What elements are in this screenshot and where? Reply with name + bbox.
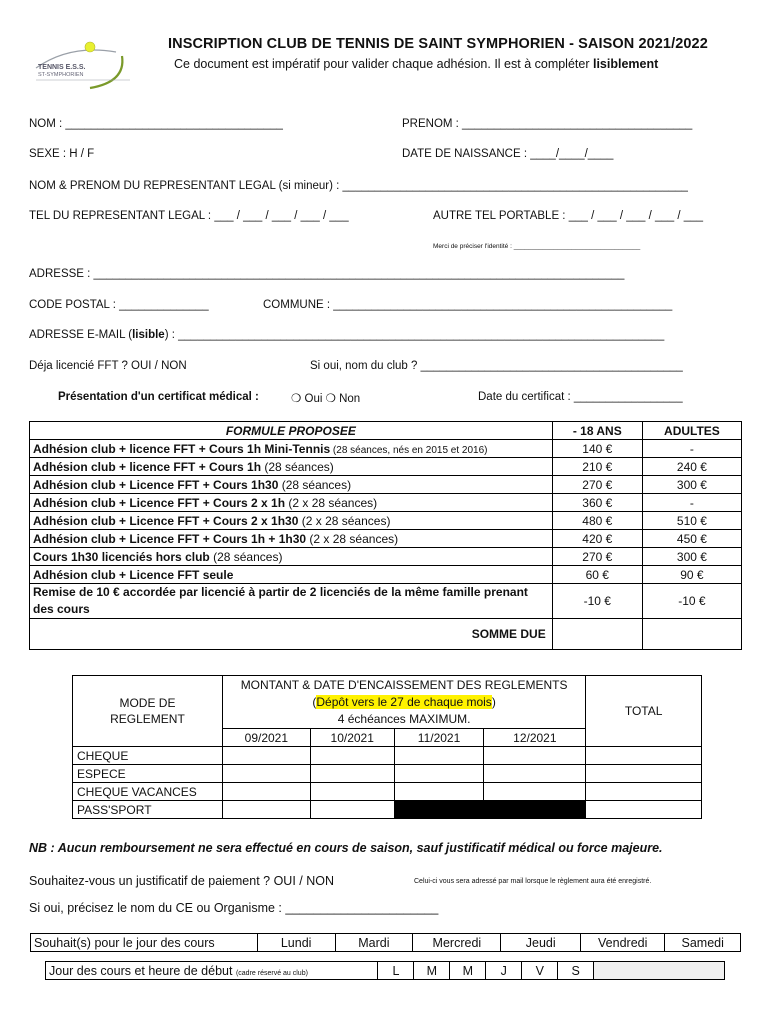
price-adult: 510 € <box>642 512 741 530</box>
schedule-reserved-cell <box>594 962 725 980</box>
montant-line2: 4 échéances MAXIMUM. <box>337 711 471 726</box>
formula-row <box>30 566 742 584</box>
remise-label: Remise de 10 € accordée par licencié à partir de 2 licenciés de la même famille prenant des cours <box>30 584 553 619</box>
schedule-day[interactable]: L <box>378 962 414 980</box>
payment-cell <box>394 801 484 819</box>
licencie-field[interactable]: Déja licencié FFT ? OUI / NON <box>29 360 187 372</box>
email-label-bold: lisible <box>132 329 165 341</box>
montant-highlight: Dépôt vers le 27 de chaque mois <box>316 694 492 709</box>
montant-close: ) <box>491 694 496 709</box>
formula-row <box>30 548 742 566</box>
justificatif-note: Celui-ci vous sera adressé par mail lorsque le règlement aura été enregistré. <box>414 878 652 885</box>
price-adult: 90 € <box>642 566 741 584</box>
schedule-table <box>45 961 725 980</box>
formula-label-detail: (28 séances) <box>261 459 334 474</box>
formula-row <box>30 512 742 530</box>
price-minus18: 60 € <box>552 566 642 584</box>
somme-due-adult[interactable] <box>642 619 741 650</box>
formula-label-bold: Adhésion club + licence FFT + Cours 1h Mini-Tennis <box>33 441 331 456</box>
month-header: 12/2021 <box>484 729 586 747</box>
days-row <box>31 934 741 952</box>
payment-cell[interactable] <box>484 783 586 801</box>
formula-header-row <box>30 422 742 440</box>
payment-cell[interactable] <box>484 747 586 765</box>
month-header: 11/2021 <box>394 729 484 747</box>
payment-table <box>72 675 702 819</box>
montant-header <box>222 676 585 729</box>
price-minus18: 360 € <box>552 494 642 512</box>
formula-label <box>30 512 553 530</box>
price-minus18: 480 € <box>552 512 642 530</box>
price-adult: 300 € <box>642 476 741 494</box>
formula-label <box>30 440 553 458</box>
schedule-note: (cadre réservé au club) <box>235 969 308 977</box>
formula-label-detail: (2 x 28 séances) <box>285 495 378 510</box>
somme-due-minus18[interactable] <box>552 619 642 650</box>
day-option[interactable]: Jeudi <box>501 934 581 952</box>
payment-cell[interactable] <box>310 783 394 801</box>
price-minus18: 270 € <box>552 476 642 494</box>
adults-header: ADULTES <box>642 422 741 440</box>
subtitle-bold: lisiblement <box>592 57 659 71</box>
payment-mode: PASS'SPORT <box>73 801 223 819</box>
remise-minus18: -10 € <box>552 584 642 619</box>
autre-tel-field[interactable]: AUTRE TEL PORTABLE : ___ / ___ / ___ / ___ / ___ <box>433 210 703 222</box>
payment-cell[interactable] <box>310 765 394 783</box>
formula-row <box>30 440 742 458</box>
payment-mode: ESPECE <box>73 765 223 783</box>
email-line: ) : ____________________________________________________________________________ <box>164 329 665 341</box>
payment-cell <box>484 801 586 819</box>
price-adult: - <box>642 494 741 512</box>
minus18-header: - 18 ANS <box>552 422 642 440</box>
payment-cell[interactable] <box>394 765 484 783</box>
payment-row <box>73 747 702 765</box>
prenom-field[interactable]: PRENOM : ____________________________________ <box>402 118 693 130</box>
formula-label-detail: (2 x 28 séances) <box>306 531 399 546</box>
formula-label <box>30 458 553 476</box>
identite-field[interactable]: Merci de préciser l'identité : ___________________________________ <box>433 243 641 250</box>
nom-field[interactable]: NOM : __________________________________ <box>29 118 283 130</box>
commune-field[interactable]: COMMUNE : _____________________________________________________ <box>263 299 673 311</box>
payment-mode: CHEQUE <box>73 747 223 765</box>
logo-text-1: TENNIS E.S.S. <box>38 64 86 71</box>
payment-row <box>73 765 702 783</box>
remise-row <box>30 584 742 619</box>
day-option[interactable]: Samedi <box>665 934 741 952</box>
price-minus18: 420 € <box>552 530 642 548</box>
formula-label-detail: (28 séances) <box>278 477 352 492</box>
schedule-row <box>46 962 725 980</box>
price-adult: 450 € <box>642 530 741 548</box>
mode-header: MODE DE REGLEMENT <box>73 676 223 747</box>
schedule-day[interactable]: S <box>558 962 594 980</box>
page-title: INSCRIPTION CLUB DE TENNIS DE SAINT SYMPHORIEN - SAISON 2021/2022 <box>168 36 708 52</box>
formula-label-bold: Adhésion club + Licence FFT + Cours 2 x 1h30 <box>33 513 299 528</box>
formula-label <box>30 476 553 494</box>
logo-text-2: ST-SYMPHORIEN <box>38 72 84 78</box>
schedule-day[interactable]: V <box>522 962 558 980</box>
formula-row <box>30 494 742 512</box>
price-adult: 240 € <box>642 458 741 476</box>
schedule-label <box>46 962 378 980</box>
payment-cell[interactable] <box>394 783 484 801</box>
payment-cell[interactable] <box>222 765 310 783</box>
naissance-field[interactable]: DATE DE NAISSANCE : ____/____/____ <box>402 148 614 160</box>
payment-total-cell[interactable] <box>586 765 702 783</box>
formula-label-bold: Adhésion club + Licence FFT + Cours 1h30 <box>33 477 279 492</box>
day-option[interactable]: Mercredi <box>413 934 501 952</box>
payment-cell[interactable] <box>222 801 310 819</box>
somme-due-row <box>30 619 742 650</box>
formula-label <box>30 494 553 512</box>
payment-mode: CHEQUE VACANCES <box>73 783 223 801</box>
month-header: 09/2021 <box>222 729 310 747</box>
formula-header: FORMULE PROPOSEE <box>30 422 553 440</box>
payment-cell[interactable] <box>310 801 394 819</box>
code-postal-field[interactable]: CODE POSTAL : ______________ <box>29 299 209 311</box>
formula-row <box>30 530 742 548</box>
formula-label-bold: Adhésion club + licence FFT + Cours 1h <box>33 459 262 474</box>
formula-label <box>30 530 553 548</box>
price-adult: 300 € <box>642 548 741 566</box>
schedule-day[interactable]: J <box>486 962 522 980</box>
payment-cell[interactable] <box>310 747 394 765</box>
schedule-label-text: Jour des cours et heure de début <box>49 963 233 978</box>
payment-cell[interactable] <box>484 765 586 783</box>
club-logo <box>30 38 140 90</box>
days-table <box>30 933 741 952</box>
tel-representant-field[interactable]: TEL DU REPRESENTANT LEGAL : ___ / ___ / ___ / ___ / ___ <box>29 210 349 222</box>
price-minus18: 270 € <box>552 548 642 566</box>
adresse-field[interactable]: ADRESSE : ___________________________________________________________________________________ <box>29 268 625 280</box>
remise-adult: -10 € <box>642 584 741 619</box>
email-field[interactable] <box>29 329 664 341</box>
payment-total-cell[interactable] <box>586 747 702 765</box>
justificatif-question[interactable]: Souhaitez-vous un justificatif de paiement ? OUI / NON <box>29 874 335 888</box>
payment-row <box>73 801 702 819</box>
formula-row <box>30 476 742 494</box>
payment-total-cell[interactable] <box>586 801 702 819</box>
formula-label-detail: (2 x 28 séances) <box>298 513 391 528</box>
payment-cell[interactable] <box>222 747 310 765</box>
formula-row <box>30 458 742 476</box>
page-subtitle <box>174 57 658 71</box>
subtitle-text: Ce document est impératif pour valider chaque adhésion. Il est à compléter <box>174 57 593 71</box>
formula-label-bold: Adhésion club + Licence FFT + Cours 2 x 1h <box>33 495 286 510</box>
payment-cell[interactable] <box>222 783 310 801</box>
payment-total-cell[interactable] <box>586 783 702 801</box>
payment-cell[interactable] <box>394 747 484 765</box>
payment-row <box>73 783 702 801</box>
email-label: ADRESSE E-MAIL ( <box>29 329 133 341</box>
payment-header-row <box>73 676 702 729</box>
schedule-day[interactable]: M <box>414 962 450 980</box>
formula-label-detail: (28 séances, nés en 2015 et 2016) <box>330 444 488 456</box>
total-header: TOTAL <box>586 676 702 747</box>
formula-label <box>30 566 553 584</box>
days-label: Souhait(s) pour le jour des cours <box>31 934 258 952</box>
ce-field[interactable]: Si oui, précisez le nom du CE ou Organisme : ______________________ <box>29 901 439 915</box>
formula-label <box>30 548 553 566</box>
price-minus18: 210 € <box>552 458 642 476</box>
sexe-field[interactable]: SEXE : H / F <box>29 148 95 160</box>
representant-field[interactable]: NOM & PRENOM DU REPRESENTANT LEGAL (si mineur) : ______________________________________________________ <box>29 180 688 192</box>
formula-label-bold: Cours 1h30 licenciés hors club <box>33 549 210 564</box>
day-option[interactable]: Mardi <box>335 934 413 952</box>
month-header: 10/2021 <box>310 729 394 747</box>
formula-label-bold: Adhésion club + Licence FFT + Cours 1h + 1h30 <box>33 531 307 546</box>
day-option[interactable]: Lundi <box>257 934 335 952</box>
schedule-day[interactable]: M <box>450 962 486 980</box>
nb-note: NB : Aucun remboursement ne sera effectué en cours de saison, sauf justificatif médical ou force majeure. <box>29 841 663 855</box>
certificat-label: Présentation d'un certificat médical : <box>58 391 259 403</box>
price-adult: - <box>642 440 741 458</box>
formula-table <box>29 421 742 650</box>
club-field[interactable]: Si oui, nom du club ? _________________________________________ <box>310 360 683 372</box>
formula-label-bold: Adhésion club + Licence FFT seule <box>33 567 234 582</box>
certificat-options[interactable]: ❍ Oui ❍ Non <box>291 393 361 405</box>
certificat-date-field[interactable]: Date du certificat : _________________ <box>478 391 683 403</box>
price-minus18: 140 € <box>552 440 642 458</box>
formula-label-detail: (28 séances) <box>209 549 283 564</box>
montant-text: MONTANT & DATE D'ENCAISSEMENT DES REGLEMENTS ( <box>240 677 568 709</box>
day-option[interactable]: Vendredi <box>581 934 665 952</box>
somme-due-label: SOMME DUE <box>30 619 553 650</box>
